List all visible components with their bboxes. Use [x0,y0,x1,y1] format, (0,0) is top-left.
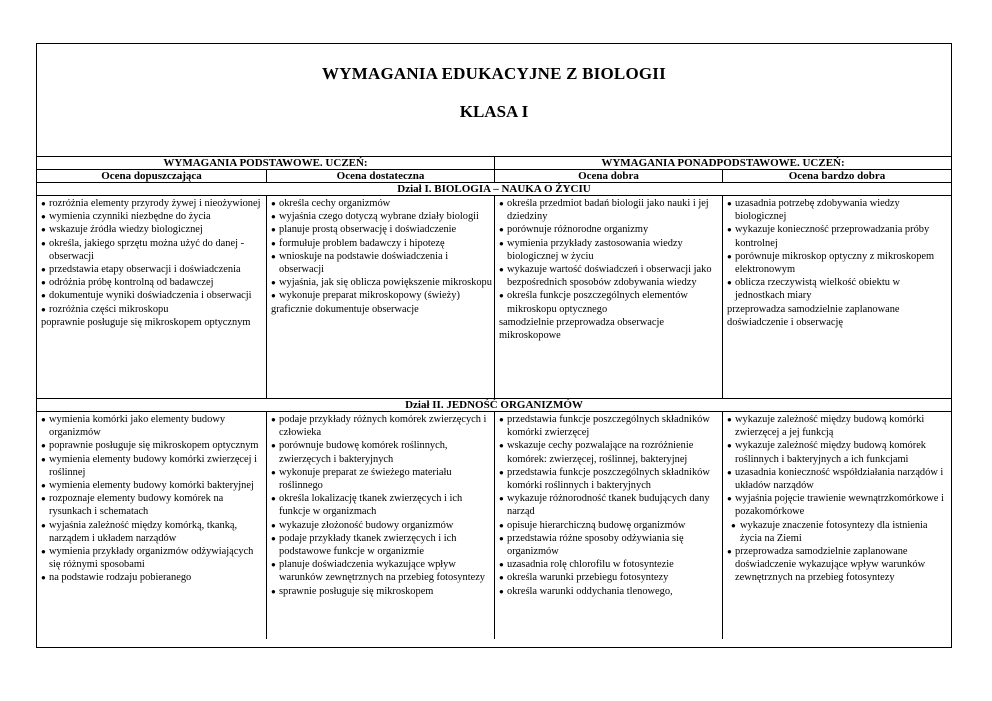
requirement-item [727,303,949,329]
requirement-item [271,492,492,518]
requirements-document [36,43,952,648]
requirement-text: przedstawia funkcje poszczególnych składników komórki zwierzęcej [507,414,710,439]
requirement-item [499,289,720,315]
requirement-text: wyjaśnia pojęcie trawienie wewnątrzkomórkowe i pozakomórkowe [735,493,944,518]
requirement-item [499,519,720,532]
requirement-item [41,276,264,289]
requirement-item [41,303,264,316]
bullet-icon: ● [499,520,504,530]
bullet-icon: ● [41,494,46,504]
requirement-text: podaje przykłady tkanek zwierzęcych i ich podstawowe funkcje w organizmie [279,532,457,558]
requirement-text: określa przedmiot badań biologii jako nauki i jej dziedziny [507,198,709,223]
requirement-text: wymienia komórki jako elementy budowy organizmów [49,414,226,439]
requirement-item [499,263,720,289]
bullet-icon: ● [499,573,504,583]
requirement-item [727,413,949,439]
requirement-text: opisuje hierarchiczną budowę organizmów [507,519,686,531]
requirement-item [41,492,264,518]
grade-header: Ocena dostateczna [267,170,495,182]
requirement-text: samodzielnie przeprowadza obserwacje mikroskopowe [499,316,665,342]
requirement-text: odróżnia próbę kontrolną od badawczej [49,277,214,289]
requirement-text: wykazuje znaczenie fotosyntezy dla istnienia życia na Ziemi [740,519,928,544]
requirement-text: wymienia przykłady organizmów odżywiających się różnymi sposobami [49,546,254,571]
requirement-text: poprawnie posługuje się mikroskopem optycznym [49,440,259,452]
bullet-icon: ● [41,225,46,235]
requirements-cell [495,412,723,639]
bullet-icon: ● [41,481,46,491]
requirement-item [499,223,720,236]
bullet-icon: ● [271,291,276,301]
requirement-text: uzasadnia rolę chlorofilu w fotosyntezie [507,559,674,571]
bullet-icon: ● [727,441,732,451]
bullet-icon: ● [727,225,732,235]
bullet-icon: ● [41,265,46,275]
requirement-text: wskazuje źródła wiedzy biologicznej [49,224,203,236]
requirement-text: przedstawia różne sposoby odżywiania się organizmów [507,532,684,558]
section-title-row [37,183,951,196]
requirement-text: rozpoznaje elementy budowy komórek na rysunkach i schematach [49,493,224,518]
bullet-icon: ● [499,586,504,596]
requirement-text: wykonuje preparat ze świeżego materiału roślinnego [279,466,452,492]
requirement-text: wyjaśnia zależność między komórką, tkanką, narządem i układem narządów [49,519,238,544]
basic-requirements-header: WYMAGANIA PODSTAWOWE. UCZEŃ: [37,157,495,169]
requirement-item [41,479,264,492]
section-title: Dział I. BIOLOGIA – NAUKA O ŻYCIU [397,183,591,195]
requirement-item [271,585,492,598]
requirement-text: wymienia elementy budowy komórki bakteryjnej [49,480,254,492]
requirement-item [727,545,949,585]
bullet-icon: ● [731,520,736,530]
requirements-cell [267,412,495,639]
grade-header: Ocena bardzo dobra [788,170,886,182]
requirement-item [499,466,720,492]
bullet-icon: ● [727,251,732,261]
bullet-icon: ● [41,573,46,583]
requirement-item [271,466,492,492]
requirement-text: wykazuje złożoność budowy organizmów [279,519,454,531]
bullet-icon: ● [499,199,504,208]
requirement-item [271,289,492,302]
document-title: WYMAGANIA EDUKACYJNE Z BIOLOGII [322,64,666,83]
requirement-text: wykazuje konieczność przeprowadzania próby kontrolnej [735,224,930,249]
requirement-item [499,197,720,223]
requirement-text: planuje prostą obserwację i doświadczenie [279,224,457,236]
requirement-item [41,197,264,210]
requirement-item [499,558,720,571]
bullet-icon: ● [41,199,46,208]
grade-header: Ocena dobra [495,170,723,182]
requirement-item [271,519,492,532]
requirement-text: porównuje różnorodne organizmy [507,224,649,236]
bullet-icon: ● [271,533,276,543]
requirement-item [271,558,492,584]
bullet-icon: ● [727,278,732,288]
requirement-text: uzasadnia potrzebę zdobywania wiedzy biologicznej [735,198,900,223]
requirement-text: określa funkcje poszczególnych elementów mikroskopu optycznego [507,290,688,315]
bullet-icon: ● [41,520,46,530]
requirement-item [41,439,264,452]
requirement-text: przeprowadza samodzielnie zaplanowane doświadczenie i obserwację [727,303,900,328]
requirement-text: dokumentuje wyniki doświadczenia i obserwacji [49,290,252,302]
requirements-cell [37,412,267,639]
requirement-item [41,413,264,439]
requirement-item [271,532,492,558]
requirement-item [271,303,492,316]
requirement-item [727,466,949,492]
bullet-icon: ● [271,560,276,570]
bullet-icon: ● [499,494,504,504]
bullet-icon: ● [271,586,276,596]
requirement-item [499,237,720,263]
requirement-text: wykazuje zależność między budową komórek roślinnych i bakteryjnych a ich funkcjami [735,440,926,465]
requirement-text: poprawnie posługuje się mikroskopem optycznym [41,316,251,328]
requirement-item [41,289,264,302]
requirement-item [271,413,492,439]
bullet-icon: ● [271,278,276,288]
requirement-item [41,453,264,479]
requirement-item [499,439,720,465]
requirement-item [499,532,720,558]
bullet-icon: ● [41,304,46,314]
section-title-row [37,399,951,412]
requirement-text: na podstawie rodzaju pobieranego [49,572,192,584]
requirement-text: wykonuje preparat mikroskopowy (świeży) [279,290,460,302]
requirement-item [41,316,264,329]
bullet-icon: ● [727,547,732,557]
grades-row [37,170,951,183]
requirement-text: rozróżnia części mikroskopu [49,303,169,315]
bullet-icon: ● [41,454,46,464]
bullet-icon: ● [271,212,276,222]
requirement-item [41,210,264,223]
section-content-row [37,412,951,639]
requirement-text: wnioskuje na podstawie doświadczenia i obserwacji [279,250,449,276]
requirement-text: przedstawia funkcje poszczególnych składników komórki roślinnych i bakteryjnych [507,466,710,492]
requirement-item [271,237,492,250]
requirements-cell [267,196,495,398]
requirement-text: wykazuje zależność między budową komórki zwierzęcej a jej funkcją [735,414,925,439]
requirement-item [499,585,720,598]
bullet-icon: ● [499,441,504,451]
requirement-text: uzasadnia konieczność współdziałania narządów i układów narządów [735,466,944,492]
bullet-icon: ● [499,533,504,543]
requirement-text: określa lokalizację tkanek zwierzęcych i ich funkcje w organizmach [279,493,463,518]
requirement-item [499,492,720,518]
bullet-icon: ● [271,238,276,248]
bullet-icon: ● [271,494,276,504]
requirement-item [41,545,264,571]
requirement-text: przedstawia etapy obserwacji i doświadczenia [49,264,241,276]
document-header [37,44,951,157]
requirement-item [727,492,949,518]
requirement-text: wskazuje cechy pozwalające na rozróżnienie komórek: zwierzęcej, roślinnej, bakteryjnej [507,440,694,465]
requirement-text: określa warunki oddychania tlenowego, [507,585,673,597]
requirement-text: formułuje problem badawczy i hipotezę [279,237,445,249]
bullet-icon: ● [41,441,46,451]
requirement-item [271,439,492,465]
requirement-text: wyjaśnia czego dotyczą wybrane działy biologii [279,211,479,223]
requirement-levels-row [37,157,951,170]
bullet-icon: ● [41,278,46,288]
requirement-item [271,276,492,289]
bullet-icon: ● [499,560,504,570]
requirement-item [727,519,949,545]
requirement-text: przeprowadza samodzielnie zaplanowane doświadczenie wykazujące wpływ warunków zewnętrznych na przebieg fotosyntezy [735,546,926,584]
bullet-icon: ● [41,212,46,222]
requirement-item [41,223,264,236]
requirement-item [271,250,492,276]
requirement-text: określa, jakiego sprzętu można użyć do danej -obserwacji [49,237,245,262]
bullet-icon: ● [727,467,732,477]
requirement-text: wyjaśnia, jak się oblicza powiększenie mikroskopu [279,277,492,289]
requirement-item [499,413,720,439]
bullet-icon: ● [727,199,732,208]
bullet-icon: ● [271,441,276,451]
requirement-text: rozróżnia elementy przyrody żywej i nieożywionej [49,198,261,209]
requirement-item [41,237,264,263]
bullet-icon: ● [271,520,276,530]
bullet-icon: ● [271,225,276,235]
requirements-cell [723,412,951,639]
requirement-text: planuje doświadczenia wykazujące wpływ warunków zewnętrznych na przebieg fotosyntezy [279,559,485,584]
bullet-icon: ● [271,199,276,208]
requirements-cell [37,196,267,398]
requirement-item [727,197,949,223]
requirement-text: porównuje budowę komórek roślinnych, zwierzęcych i bakteryjnych [279,440,448,465]
requirement-item [727,223,949,249]
requirement-item [41,263,264,276]
requirement-text: oblicza rzeczywistą wielkość obiektu w jednostkach miary [735,277,901,302]
bullet-icon: ● [499,415,504,424]
bullet-icon: ● [499,225,504,235]
bullet-icon: ● [41,291,46,301]
bullet-icon: ● [41,547,46,557]
requirement-item [41,571,264,584]
advanced-requirements-header: WYMAGANIA PONADPODSTAWOWE. UCZEŃ: [601,157,845,169]
requirement-text: sprawnie posługuje się mikroskopem [279,585,434,597]
grade-header: Ocena dopuszczająca [37,170,267,182]
requirements-cell [495,196,723,398]
requirement-item [727,250,949,276]
requirement-item [271,197,492,210]
requirement-text: określa cechy organizmów [279,198,391,209]
requirement-text: wymienia elementy budowy komórki zwierzęcej i roślinnej [49,453,258,478]
bullet-icon: ● [499,291,504,301]
bullet-icon: ● [41,415,46,424]
section-title: Dział II. JEDNOŚĆ ORGANIZMÓW [405,399,583,411]
requirement-text: wymienia przykłady zastosowania wiedzy biologicznej w życiu [507,237,683,262]
requirement-text: wymienia czynniki niezbędne do życia [49,211,211,223]
requirement-item [271,223,492,236]
requirement-item [499,571,720,584]
bullet-icon: ● [727,494,732,504]
requirement-item [499,316,720,342]
bullet-icon: ● [41,238,46,248]
section-content-row [37,196,951,399]
requirement-item [41,519,264,545]
requirement-text: porównuje mikroskop optyczny z mikroskopem elektronowym [735,250,935,276]
requirement-item [271,210,492,223]
bullet-icon: ● [499,467,504,477]
requirement-item [727,276,949,302]
bullet-icon: ● [271,415,276,424]
bullet-icon: ● [499,238,504,248]
requirements-cell [723,196,951,398]
requirement-text: wykazuje wartość doświadczeń i obserwacji jako bezpośrednich sposobów zdobywania wiedzy [507,264,712,289]
requirement-text: graficznie dokumentuje obserwacje [271,303,419,315]
bullet-icon: ● [271,467,276,477]
document-subtitle: KLASA I [459,102,529,121]
requirement-text: wykazuje różnorodność tkanek budujących dany narząd [507,493,710,518]
requirement-text: określa warunki przebiegu fotosyntezy [507,572,669,584]
requirement-text: podaje przykłady różnych komórek zwierzęcych i człowieka [279,414,487,439]
bullet-icon: ● [727,415,732,424]
bullet-icon: ● [499,265,504,275]
bullet-icon: ● [271,251,276,261]
requirement-item [727,439,949,465]
